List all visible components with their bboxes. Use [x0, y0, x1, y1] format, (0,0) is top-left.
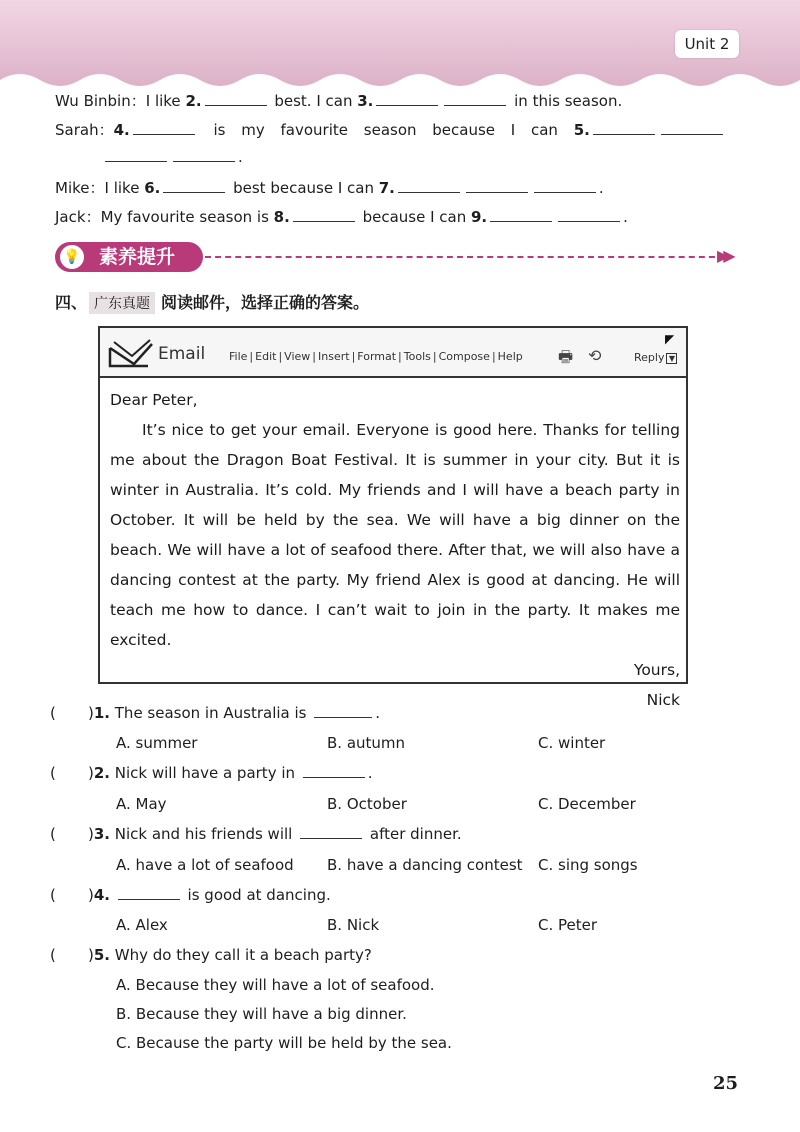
answer-blank-9a[interactable]	[490, 208, 552, 222]
fill-line-wu-binbin: Wu Binbin：I like 2. best. I can 3. in this season.	[55, 92, 623, 110]
chevron-down-icon[interactable]: ▼	[666, 353, 677, 364]
section-divider	[205, 256, 725, 258]
answer-paren[interactable]: (	[50, 825, 56, 843]
menu-compose[interactable]: Compose	[438, 350, 490, 363]
option-2b[interactable]: B. October	[327, 795, 407, 813]
refresh-icon[interactable]: ⟲	[588, 346, 602, 365]
unit-label: Unit 2	[675, 30, 739, 58]
answer-paren[interactable]: (	[50, 946, 56, 964]
question-blank[interactable]	[303, 764, 365, 778]
menu-file[interactable]: File	[229, 350, 248, 363]
question-blank[interactable]	[314, 704, 372, 718]
menu-insert[interactable]: Insert	[318, 350, 350, 363]
menu-help[interactable]: Help	[497, 350, 523, 363]
instruction: 四、 广东真题 阅读邮件，选择正确的答案。	[55, 293, 370, 312]
answer-blank-5a[interactable]	[593, 121, 655, 135]
answer-blank-9b[interactable]	[558, 208, 620, 222]
section-title: 素养提升	[99, 246, 176, 268]
exam-tag: 广东真题	[89, 292, 155, 314]
section-title-pill	[55, 242, 203, 272]
question-4: ( )4. is good at dancing.	[50, 886, 331, 904]
menu-format[interactable]: Format	[357, 350, 397, 363]
menu-tools[interactable]: Tools	[403, 350, 431, 363]
answer-blank-4[interactable]	[133, 121, 195, 135]
answer-blank-6[interactable]	[163, 179, 225, 193]
answer-blank-5c[interactable]	[105, 148, 167, 162]
option-3c[interactable]: C. sing songs	[538, 856, 638, 874]
answer-blank-5b[interactable]	[661, 121, 723, 135]
fill-line-sarah-cont: .	[55, 148, 243, 166]
menu-view[interactable]: View	[284, 350, 311, 363]
option-4b[interactable]: B. Nick	[327, 916, 380, 934]
question-1: ( )1. The season in Australia is .	[50, 704, 381, 722]
email-paragraph: It’s nice to get your email. Everyone is good here. Thanks for telling me about the Dragon Boat Festival. It is summer in your city. But it is winter in Australia. It’s cold. My friends and I will have a beach party in October. It will be held by the sea. We will have a big dinner on the beach. We will have a lot of seafood there. After that, we will also have a dancing contest at the party. My friend Alex is good at dancing. He will teach me how to dance. I can’t wait to join in the party. It makes me excited.	[110, 421, 680, 649]
email-menu: File | Edit | View | Insert | Format | Tools | Compose | Help	[229, 350, 523, 363]
email-app-label: Email	[158, 344, 206, 364]
option-5a[interactable]: A. Because they will have a lot of seafood.	[116, 976, 435, 994]
print-icon[interactable]: 🖶	[558, 347, 574, 366]
question-blank[interactable]	[300, 825, 362, 839]
reply-button[interactable]: Reply ▼	[634, 351, 677, 364]
email-signature: Nick	[646, 691, 680, 709]
option-4c[interactable]: C. Peter	[538, 916, 598, 934]
email-closing: Yours,	[633, 661, 680, 679]
option-3b[interactable]: B. have a dancing contest	[327, 856, 523, 874]
question-2: ( )2. Nick will have a party in .	[50, 764, 373, 782]
question-blank[interactable]	[118, 886, 180, 900]
page-number: 25	[713, 1073, 739, 1094]
answer-blank-2[interactable]	[205, 92, 267, 106]
email-greeting: Dear Peter,	[110, 391, 198, 409]
answer-blank-7a[interactable]	[398, 179, 460, 193]
answer-blank-7c[interactable]	[534, 179, 596, 193]
option-1a[interactable]: A. summer	[116, 734, 198, 752]
fill-line-sarah: Sarah：4. is my favourite season because I can 5.	[55, 119, 745, 140]
email-window	[98, 326, 688, 709]
answer-paren[interactable]: (	[50, 886, 56, 904]
option-5c[interactable]: C. Because the party will be held by the sea.	[116, 1034, 452, 1052]
option-2a[interactable]: A. May	[116, 795, 167, 813]
answer-blank-3b[interactable]	[444, 92, 506, 106]
answer-blank-8[interactable]	[293, 208, 355, 222]
lightbulb-icon: 💡	[60, 245, 84, 269]
question-5: ( )5. Why do they call it a beach party?	[50, 946, 372, 964]
option-1b[interactable]: B. autumn	[327, 734, 406, 752]
fill-line-jack: Jack：My favourite season is 8. because I can 9. .	[55, 208, 628, 226]
menu-edit[interactable]: Edit	[255, 350, 277, 363]
answer-blank-7b[interactable]	[466, 179, 528, 193]
option-3a[interactable]: A. have a lot of seafood	[116, 856, 294, 874]
envelope-icon	[108, 336, 154, 370]
email-body	[110, 385, 680, 715]
option-4a[interactable]: A. Alex	[116, 916, 168, 934]
answer-blank-3a[interactable]	[376, 92, 438, 106]
question-3: ( )3. Nick and his friends will after dinner.	[50, 825, 462, 843]
option-1c[interactable]: C. winter	[538, 734, 606, 752]
answer-paren[interactable]: (	[50, 764, 56, 782]
section-header	[55, 242, 745, 272]
answer-paren[interactable]: (	[50, 704, 56, 722]
option-2c[interactable]: C. December	[538, 795, 636, 813]
answer-blank-5d[interactable]	[173, 148, 235, 162]
fill-line-mike: Mike：I like 6. best because I can 7. .	[55, 179, 604, 197]
flag-icon: ◤	[665, 332, 675, 346]
email-toolbar	[100, 328, 686, 378]
double-arrow-icon: ▶▶	[717, 246, 730, 265]
option-5b[interactable]: B. Because they will have a big dinner.	[116, 1005, 407, 1023]
